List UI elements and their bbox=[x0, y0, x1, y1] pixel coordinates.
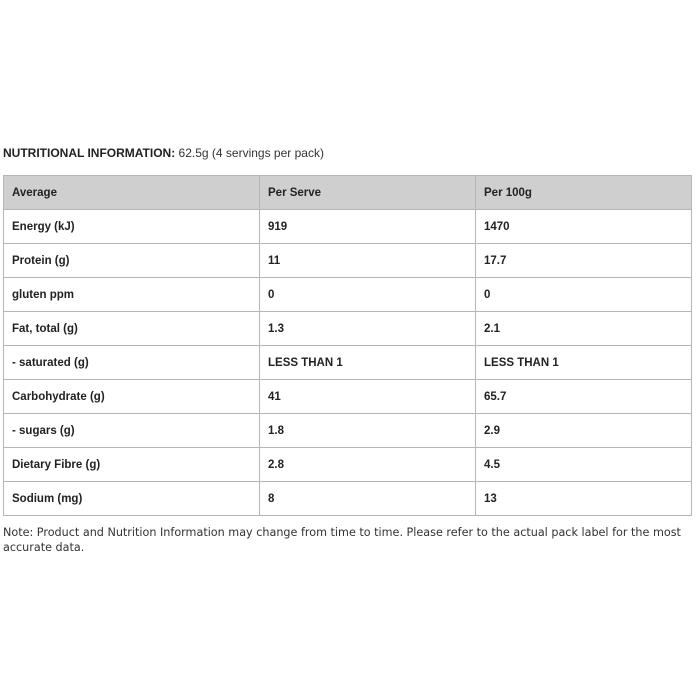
nutrient-name: - sugars (g) bbox=[4, 414, 260, 448]
per-100g-value: LESS THAN 1 bbox=[476, 346, 692, 380]
nutrient-name: Fat, total (g) bbox=[4, 312, 260, 346]
per-serve-value: 11 bbox=[260, 244, 476, 278]
per-serve-value: 919 bbox=[260, 210, 476, 244]
column-header-per-serve: Per Serve bbox=[260, 176, 476, 210]
table-row bbox=[4, 482, 692, 516]
nutrient-name: Sodium (mg) bbox=[4, 482, 260, 516]
nutrient-name: Carbohydrate (g) bbox=[4, 380, 260, 414]
table-row bbox=[4, 278, 692, 312]
per-serve-value: 1.3 bbox=[260, 312, 476, 346]
heading-serving-size: 62.5g (4 servings per pack) bbox=[178, 146, 324, 160]
nutrient-name: Energy (kJ) bbox=[4, 210, 260, 244]
table-row bbox=[4, 380, 692, 414]
nutrient-name: Protein (g) bbox=[4, 244, 260, 278]
per-100g-value: 2.1 bbox=[476, 312, 692, 346]
per-100g-value: 2.9 bbox=[476, 414, 692, 448]
table-row bbox=[4, 448, 692, 482]
table-header-row bbox=[4, 176, 692, 210]
table-row bbox=[4, 312, 692, 346]
per-100g-value: 0 bbox=[476, 278, 692, 312]
per-serve-value: 41 bbox=[260, 380, 476, 414]
column-header-average: Average bbox=[4, 176, 260, 210]
nutrition-heading bbox=[3, 146, 324, 160]
table-row bbox=[4, 210, 692, 244]
nutrition-table bbox=[3, 175, 692, 516]
per-serve-value: 0 bbox=[260, 278, 476, 312]
heading-label: NUTRITIONAL INFORMATION: bbox=[3, 146, 176, 160]
table-row bbox=[4, 244, 692, 278]
per-serve-value: LESS THAN 1 bbox=[260, 346, 476, 380]
per-serve-value: 2.8 bbox=[260, 448, 476, 482]
nutrient-name: Dietary Fibre (g) bbox=[4, 448, 260, 482]
per-serve-value: 1.8 bbox=[260, 414, 476, 448]
column-header-per-100g: Per 100g bbox=[476, 176, 692, 210]
per-100g-value: 17.7 bbox=[476, 244, 692, 278]
per-100g-value: 4.5 bbox=[476, 448, 692, 482]
per-100g-value: 1470 bbox=[476, 210, 692, 244]
per-100g-value: 13 bbox=[476, 482, 692, 516]
disclaimer-note: Note: Product and Nutrition Information may change from time to time. Please refer to the actual pack label for the most accurate data. bbox=[3, 526, 681, 554]
nutrient-name: gluten ppm bbox=[4, 278, 260, 312]
per-serve-value: 8 bbox=[260, 482, 476, 516]
table-row bbox=[4, 414, 692, 448]
table-row bbox=[4, 346, 692, 380]
per-100g-value: 65.7 bbox=[476, 380, 692, 414]
nutrient-name: - saturated (g) bbox=[4, 346, 260, 380]
